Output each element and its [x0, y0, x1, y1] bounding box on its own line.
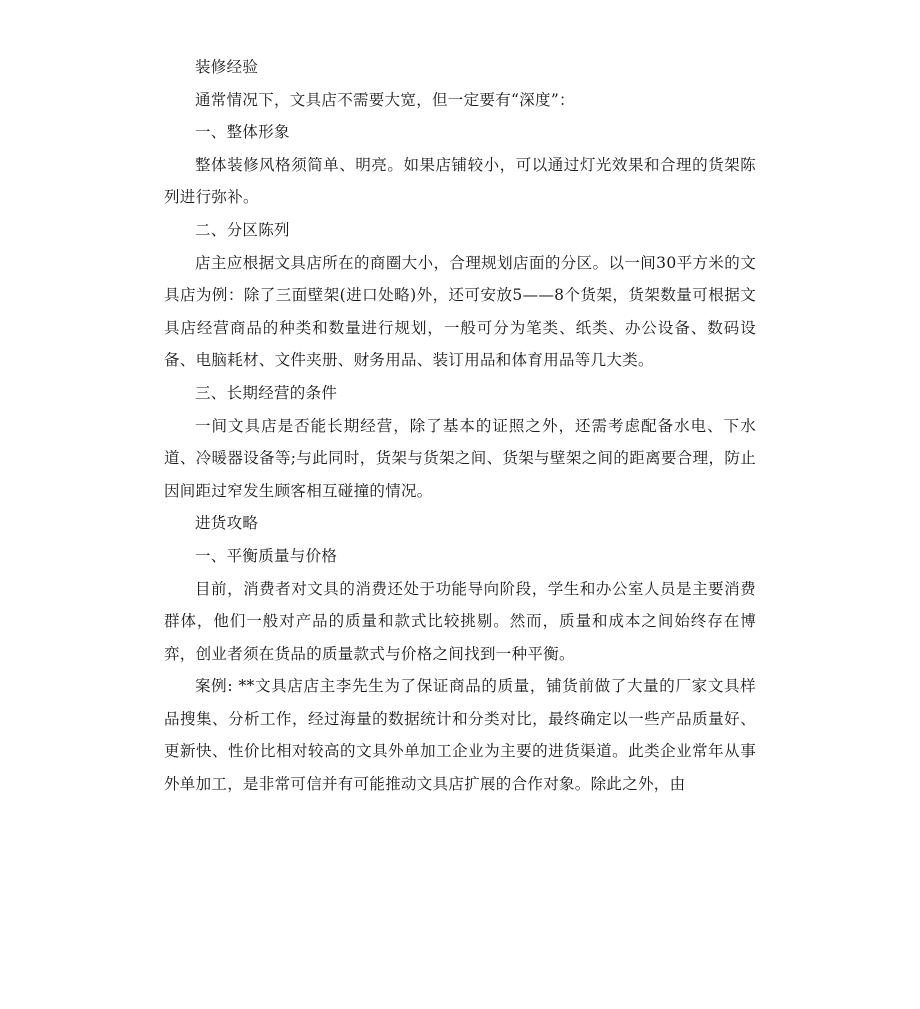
document-body — [164, 51, 756, 801]
paragraph-intro: 通常情况下，文具店不需要大宽，但一定要有“深度”： — [195, 90, 575, 109]
paragraph-quality-and-price: 目前，消费者对文具的消费还处于功能导向阶段，学生和办公室人员是主要消费群体，他们一般对产品的质量和款式比较挑剔。然而，质量和成本之间始终存在博弈，创业者须在货品的质量款式与价格之间找到一种平衡。 — [164, 579, 756, 663]
section-heading-decoration-experience: 装修经验 — [195, 58, 259, 76]
paragraph-zoned-display: 店主应根据文具店所在的商圈大小，合理规划店面的分区。以一间30平方米的文具店为例：除了三面壁架(进口处略)外，还可安放5——8个货架，货架数量可根据文具店经营商品的种类和数量进行规划，一般可分为笔类、纸类、办公设备、数码设备、电脑耗材、文件夹册、财务用品、装订用品和体育用品等几大类。 — [164, 253, 756, 370]
subheading-overall-image: 一、整体形象 — [195, 123, 290, 142]
subheading-long-term-conditions: 三、长期经营的条件 — [195, 383, 338, 402]
subheading-quality-and-price: 一、平衡质量与价格 — [195, 546, 338, 565]
paragraph-overall-image: 整体装修风格须简单、明亮。如果店铺较小，可以通过灯光效果和合理的货架陈列进行弥补。 — [164, 155, 756, 207]
subheading-zoned-display: 二、分区陈列 — [195, 220, 290, 239]
section-heading-purchasing-strategy: 进货攻略 — [195, 514, 259, 533]
paragraph-case-study: 案例: **文具店店主李先生为了保证商品的质量，铺货前做了大量的厂家文具样品搜集、分析工作，经过海量的数据统计和分类对比，最终确定以一些产品质量好、更新快、性价比相对较高的文具外单加工企业为主要的进货渠道。此类企业常年从事外单加工，是非常可信并有可能推动文具店扩展的合作对象。除此之外，由 — [164, 677, 756, 794]
paragraph-long-term-conditions: 一间文具店是否能长期经营，除了基本的证照之外，还需考虑配备水电、下水道、冷暖器设备等;与此同时，货架与货架之间、货架与壁架之间的距离要合理，防止因间距过窄发生顾客相互碰撞的情况。 — [164, 416, 756, 500]
